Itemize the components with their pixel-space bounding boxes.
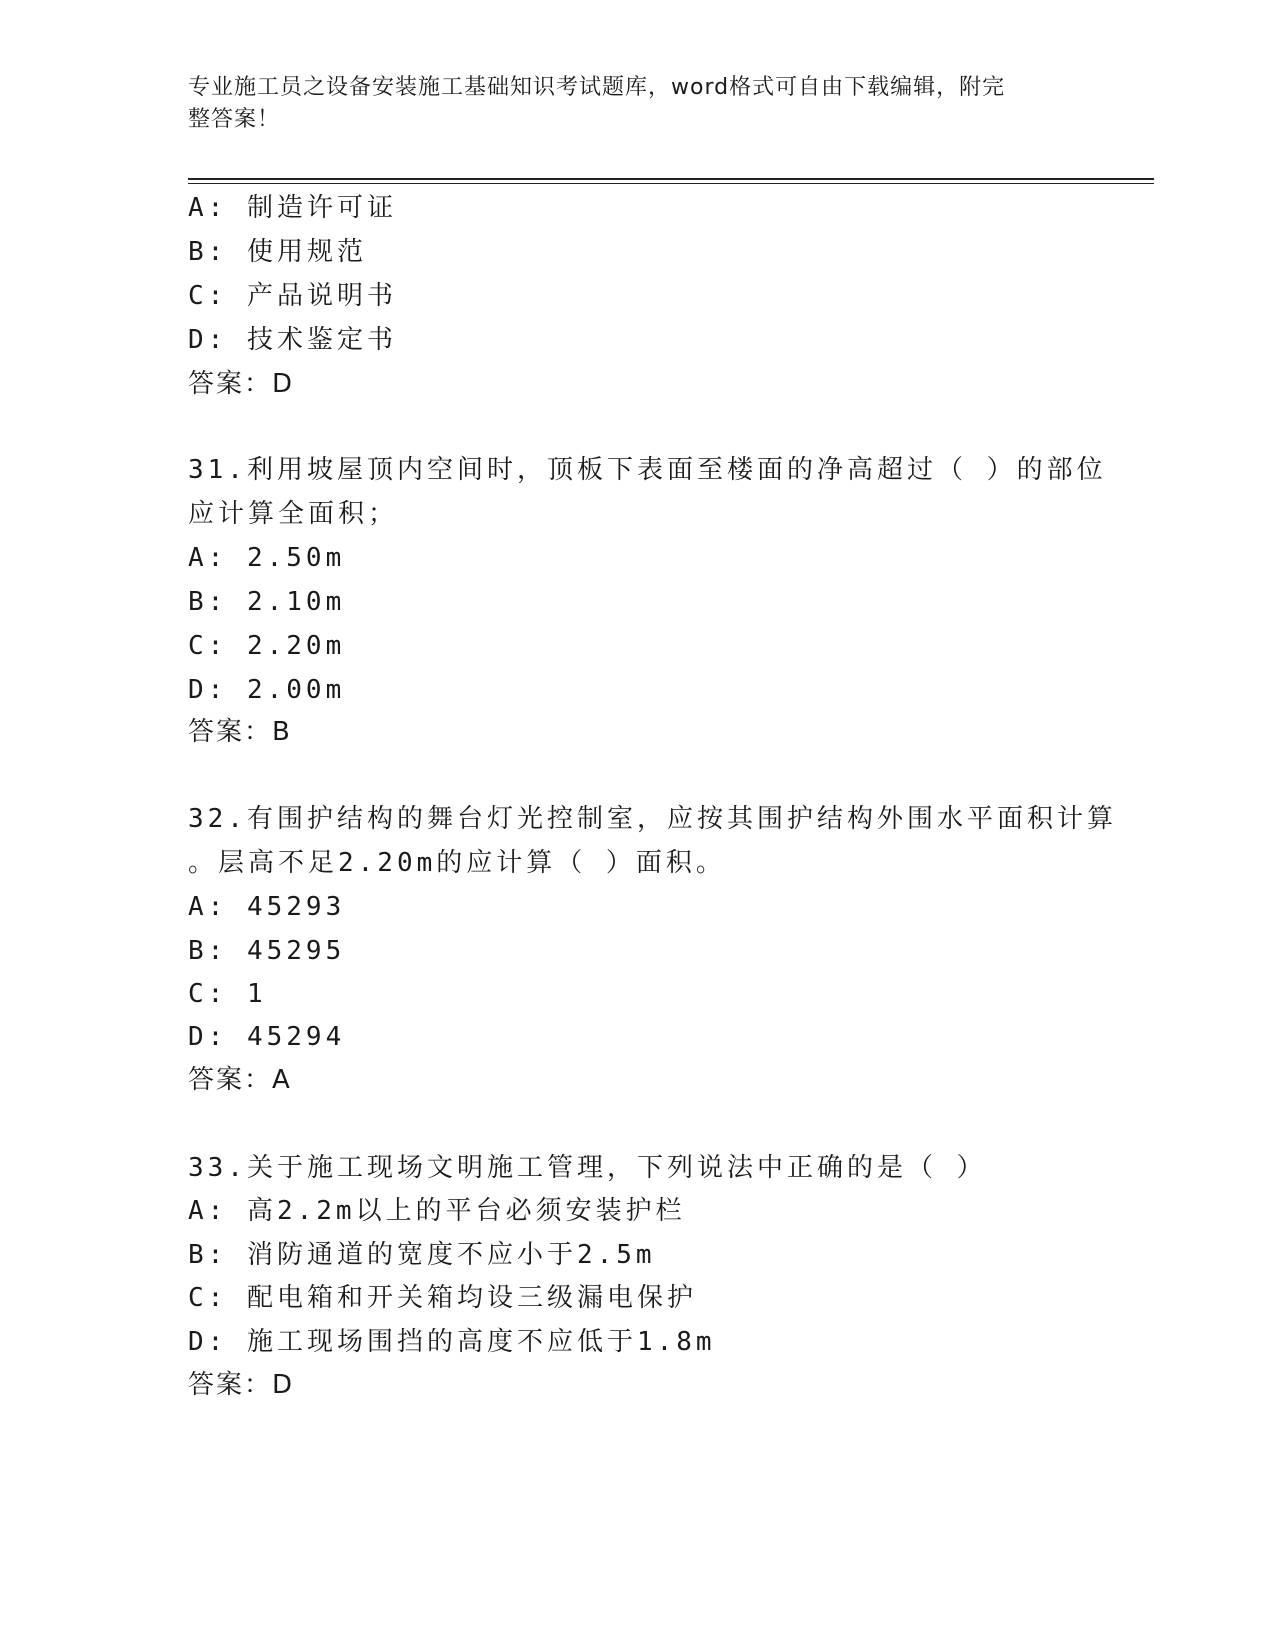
- q31-option-b: B: 2.10m: [188, 587, 346, 617]
- q30-option-c: C: 产品说明书: [188, 281, 397, 311]
- document-header: [188, 72, 1088, 136]
- q30-option-b: B: 使用规范: [188, 237, 367, 267]
- q31-answer: 答案：B: [188, 717, 292, 747]
- header-title-line-1: 专业施工员之设备安装施工基础知识考试题库，word格式可自由下载编辑，附完: [188, 75, 1006, 100]
- q31-stem-line-1: 31.利用坡屋顶内空间时，顶板下表面至楼面的净高超过（ ）的部位: [188, 455, 1107, 485]
- q32-option-c: C: 1: [188, 979, 267, 1009]
- q33-option-c: C: 配电箱和开关箱均设三级漏电保护: [188, 1283, 697, 1313]
- q31-option-d: D: 2.00m: [188, 675, 346, 705]
- q30-option-d: D: 技术鉴定书: [188, 325, 397, 355]
- q32-option-a: A: 45293: [188, 892, 346, 922]
- q32-option-b: B: 45295: [188, 936, 346, 966]
- q32-option-d: D: 45294: [188, 1022, 346, 1052]
- q31-option-a: A: 2.50m: [188, 543, 346, 573]
- header-divider-thick: [188, 178, 1154, 180]
- q32-stem-line-1: 32.有围护结构的舞台灯光控制室，应按其围护结构外围水平面积计算: [188, 804, 1117, 834]
- q32-answer: 答案：A: [188, 1065, 292, 1095]
- q33-option-b: B: 消防通道的宽度不应小于2.5m: [188, 1240, 656, 1270]
- header-divider-thin: [188, 183, 1154, 184]
- q33-option-a: A: 高2.2m以上的平台必须安装护栏: [188, 1196, 686, 1226]
- q30-answer: 答案：D: [188, 369, 295, 399]
- q33-stem-line-1: 33.关于施工现场文明施工管理，下列说法中正确的是（ ）: [188, 1153, 987, 1183]
- q30-option-a: A: 制造许可证: [188, 193, 397, 223]
- q33-answer: 答案：D: [188, 1370, 295, 1400]
- q33-option-d: D: 施工现场围挡的高度不应低于1.8m: [188, 1327, 716, 1357]
- q31-option-c: C: 2.20m: [188, 631, 346, 661]
- header-title-line-2: 整答案！: [188, 107, 281, 132]
- q31-stem-line-2: 应计算全面积；: [188, 499, 399, 529]
- q32-stem-line-2: 。层高不足2.20m的应计算（ ）面积。: [188, 848, 726, 878]
